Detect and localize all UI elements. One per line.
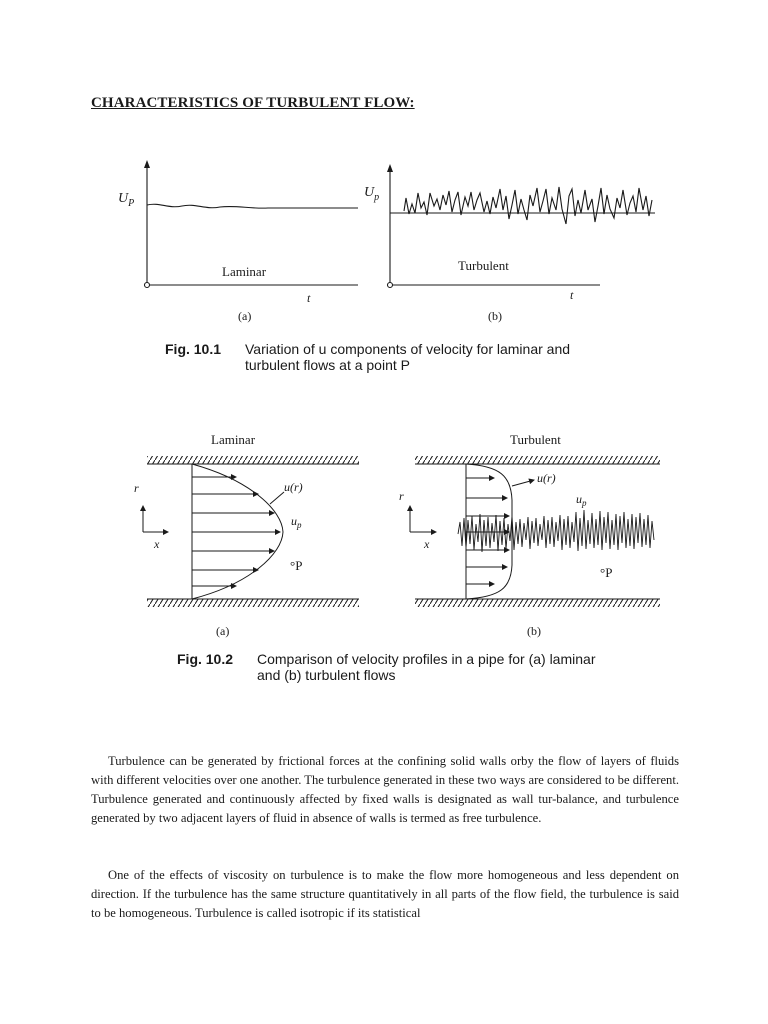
fig1a-region-label: Laminar <box>222 264 267 279</box>
svg-text:up: $u_p$ <box>291 514 302 530</box>
fig1-caption <box>165 341 570 373</box>
body-paragraph-1: Turbulence can be generated by frictional forces at the confining solid walls orby the flow of layers of fluids with different velocities over one another. The turbulence generated in these two ways are considered to be different. Turbulence generated and continuously affected by fixed walls is designated as wall tur-balance, and turbulence generated by two adjacent layers of fluid in absence of walls is termed as free turbulence. <box>91 754 679 825</box>
fig2-caption-number: Fig. 10.2 <box>177 651 234 667</box>
fig2b-title: Turbulent <box>510 432 561 447</box>
fig1-caption-number: Fig. 10.1 <box>165 341 222 357</box>
svg-text:Up: $U_p$ <box>364 185 380 203</box>
fig1b-turbulent-signal <box>404 187 652 224</box>
fig2-caption-line1: Comparison of velocity profiles in a pipe for (a) laminar <box>257 651 596 667</box>
svg-text:x: x <box>154 537 160 551</box>
fig2a-panel-label: (a) <box>216 624 230 638</box>
fig2-caption <box>177 651 595 683</box>
section-heading: CHARACTERISTICS OF TURBULENT FLOW: <box>91 95 415 111</box>
fig1b-region-label: Turbulent <box>458 258 509 273</box>
svg-text:t: t <box>570 288 574 302</box>
svg-text:r: r <box>134 481 139 495</box>
fig2b-point-p: °P <box>600 565 613 580</box>
fig2a-u-r-label: u(r) <box>284 480 303 494</box>
figure-10-2 <box>0 420 768 680</box>
svg-text:r: r <box>399 489 404 503</box>
fig1b-panel-label: (b) <box>488 309 502 323</box>
svg-text:up: $u_p$ <box>576 492 587 508</box>
fig1-caption-line2: turbulent flows at a point P <box>245 357 410 373</box>
figure-10-1 <box>0 0 768 340</box>
svg-text:x: x <box>424 537 430 551</box>
fig1-caption-line1: Variation of u components of velocity for laminar and <box>245 341 571 357</box>
fig2a-title: Laminar <box>211 432 256 447</box>
fig1a-panel-label: (a) <box>238 309 252 323</box>
fig2-caption-line2: and (b) turbulent flows <box>257 667 396 683</box>
fig2a-point-p: °P <box>290 558 303 573</box>
svg-text:UP: $U_P$ <box>118 191 135 209</box>
fig2b-u-r-label: u(r) <box>537 471 556 485</box>
body-paragraph-2: One of the effects of viscosity on turbulence is to make the flow more homogeneous and less dependent on direction. If the turbulence has the same structure quantitatively in all parts of the flow field, the turbulence is said to be homogeneous. Turbulence is called isotropic if its statistical <box>91 868 679 920</box>
svg-text:t: t <box>307 291 311 305</box>
fig2b-panel-label: (b) <box>527 624 541 638</box>
fig1a-laminar-signal <box>147 204 358 208</box>
